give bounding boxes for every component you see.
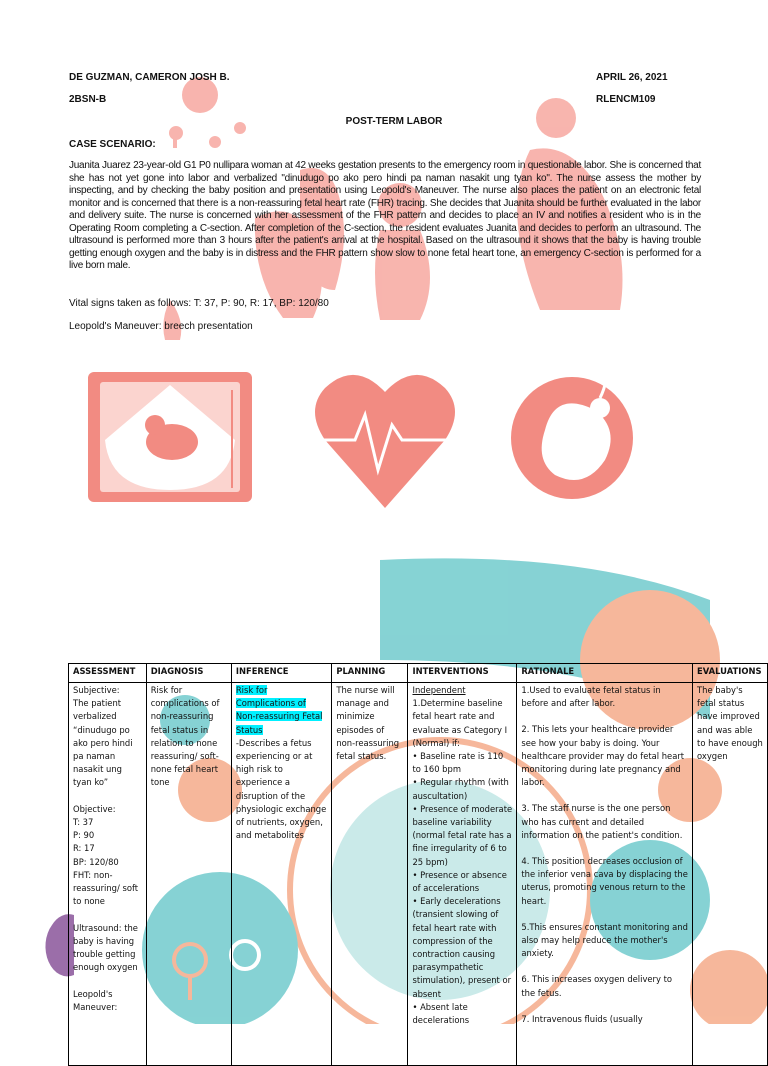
evaluations-cell bbox=[693, 683, 768, 1066]
table-header-row bbox=[69, 664, 768, 683]
heartbeat-icon bbox=[315, 375, 455, 508]
rationale-item: 3. The staff nurse is the one person who has current and detailed information on the patient's condition. bbox=[521, 803, 683, 840]
evaluations-text: The baby's fetal status have improved and was able to have enough oxygen bbox=[697, 685, 763, 762]
interventions-cell bbox=[408, 683, 517, 1066]
table-row bbox=[69, 683, 768, 1066]
rationale-item: 5.This ensures constant monitoring and also may help reduce the mother's anxiety. bbox=[521, 921, 688, 959]
header-inference: INFERENCE bbox=[231, 664, 331, 683]
diagnosis-text: Risk for complications of non-reassuring fetal status in relation to none reassuring/ soft-none fetal heart tone bbox=[150, 685, 220, 788]
assessment-cell bbox=[69, 683, 147, 1066]
interventions-heading: Independent bbox=[412, 685, 466, 695]
inference-highlight: Risk for Complications of Non-reassuring Fetal Status bbox=[235, 685, 323, 735]
rationale-cell bbox=[517, 683, 693, 1066]
planning-cell bbox=[332, 683, 408, 1066]
rationale-item: 7. Intravenous fluids (usually bbox=[521, 1013, 643, 1024]
planning-text: The nurse will manage and minimize episodes of non-reassuring fetal status. bbox=[336, 685, 400, 762]
document-date: APRIL 26, 2021 bbox=[596, 72, 668, 83]
header-interventions: INTERVENTIONS bbox=[408, 664, 517, 683]
vital-signs: Vital signs taken as follows: T: 37, P: 90, R: 17, BP: 120/80 bbox=[69, 298, 329, 309]
header-rationale: RATIONALE bbox=[517, 664, 693, 683]
rationale-item: 2. This lets your healthcare provider see how your baby is doing. Your healthcare provider may do fetal heart monitoring during late pregnancy and labor. bbox=[521, 724, 685, 788]
header-diagnosis: DIAGNOSIS bbox=[146, 664, 231, 683]
header-assessment: ASSESSMENT bbox=[69, 664, 147, 683]
nursing-care-plan-table bbox=[68, 663, 768, 1066]
diagnosis-cell bbox=[146, 683, 231, 1066]
student-section: 2BSN-B bbox=[69, 94, 107, 105]
assessment-text: Subjective: The patient verbalized “dinudugo po ako pero hindi pa naman nasakit ung tyan ko” Objective: T: 37 P: 90 R: 17 BP: 120/80 FHT: non-reassuring/ soft to none Ultrasound: the baby is having trouble getting enough oxygen Leopold's Maneuver: bbox=[73, 685, 139, 1012]
case-scenario-label: CASE SCENARIO: bbox=[69, 139, 156, 150]
fetus-icon bbox=[511, 358, 633, 499]
document-title: POST-TERM LABOR bbox=[345, 116, 443, 127]
rationale-item: 4. This position decreases occlusion of the inferior vena cava by displacing the uterus, promoting venous return to the heart. bbox=[521, 856, 688, 906]
header-evaluations: EVALUATIONS bbox=[693, 664, 768, 683]
case-scenario-text: Juanita Juarez 23-year-old G1 P0 nullipara woman at 42 weeks gestation presents to the emergency room in questionable labor. She is concerned that she has not yet gone into labor and verbalized "dinudugo po ako pero hindi pa naman nasakit ung tyan ko". The nurse assess the mother by inspecting, and by checking the baby position and presentation using Leopold's Maneuver. The nurse also places the patient on an electronic fetal monitor and is concerned that there is a non-reassuring fetal heart rate (FHR) tracing. She decides that Juanita should be further evaluated in the labor and delivery suite. The nurse is concerned with her assessment of the FHR pattern and decides to place an IV and notifies a resident who is in the Operating Room completing a C-section. After completion of the C-section, the resident evaluates Juanita and decides to perform an ultrasound. The ultrasound is performed more than 3 hours after the patient's arrival at the hospital. Based on the ultrasound it shows that the baby is having trouble getting enough oxygen and the baby is in distress and the FHR pattern show slow to none fetal heart tone, an emergency C-section is performed for a live born male. bbox=[69, 160, 701, 271]
course-code: RLENCM109 bbox=[596, 94, 656, 105]
rationale-item: 1.Used to evaluate fetal status in before and after labor. bbox=[521, 685, 661, 709]
student-name: DE GUZMAN, CAMERON JOSH B. bbox=[69, 72, 230, 83]
interventions-text: 1.Determine baseline fetal heart rate and evaluate as Category I (Normal) if: • Baseline rate is 110 to 160 bpm • Regular rhythm (with auscultation) • Presence of moderate baseline variability (normal fetal rate has a fine irregularity of 6 to 25 bpm) • Presence or absence of accelerations • Early decelerations (transient slowing of fetal heart rate with compression of the contraction causing parasympathetic stimulation), present or absent • Absent late decelerations bbox=[412, 698, 513, 1026]
inference-text: -Describes a fetus experiencing or at high risk to experience a disruption of the physiologic exchange of nutrients, oxygen, and metabolites bbox=[235, 737, 327, 841]
header-planning: PLANNING bbox=[332, 664, 408, 683]
leopold-maneuver: Leopold's Maneuver: breech presentation bbox=[69, 321, 253, 332]
inference-cell bbox=[231, 683, 331, 1066]
ultrasound-icon bbox=[88, 372, 252, 502]
rationale-item: 6. This increases oxygen delivery to the fetus. bbox=[521, 974, 673, 998]
